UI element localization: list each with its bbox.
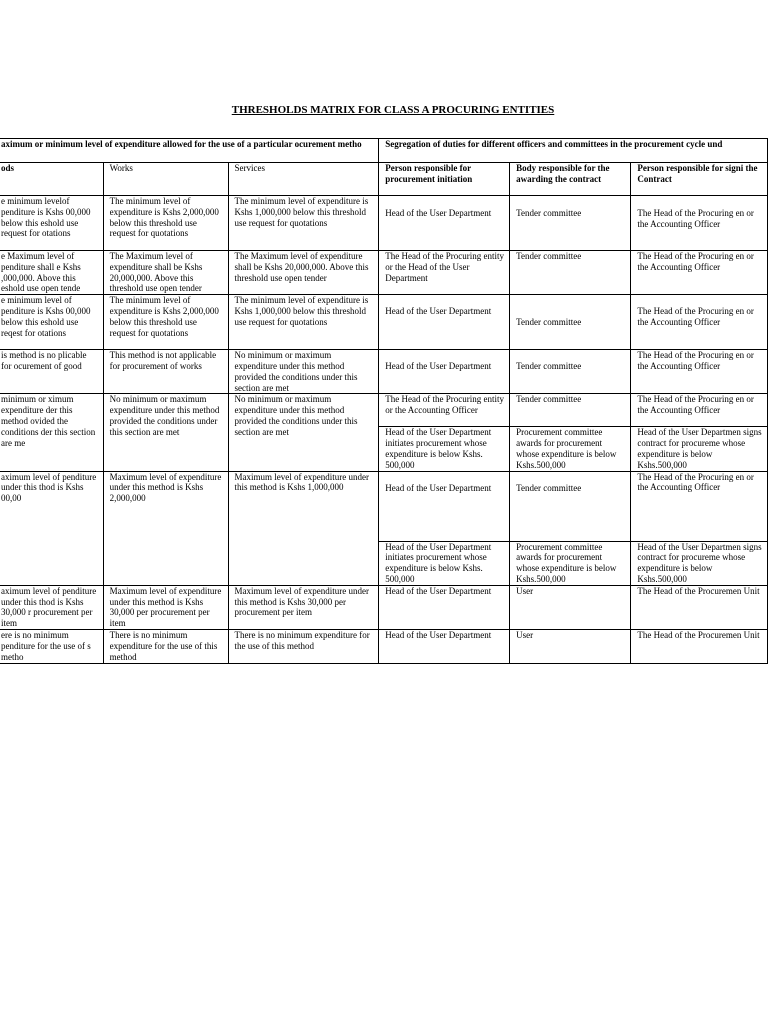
- sign-cell: The Head of the Procuring en or the Accounting Officer: [631, 350, 768, 394]
- initiation-cell: Head of the User Department: [379, 350, 510, 394]
- initiation-cell: The Head of the Procuring entity or the Head of the User Department: [379, 251, 510, 295]
- initiation-cell: Head of the User Department: [379, 295, 510, 350]
- initiation-cell: The Head of the Procuring entity or the Accounting Officer: [379, 394, 510, 427]
- services-cell: Maximum level of expenditure under this method is Kshs 30,000 per procurement per item: [228, 585, 379, 629]
- goods-cell: ere is no minimum penditure for the use of s metho: [0, 629, 103, 663]
- table-row: [0, 471, 768, 541]
- award-cell: User: [510, 585, 631, 629]
- services-cell: The minimum level of expenditure is Kshs 1,000,000 below this threshold use request for quotations: [228, 196, 379, 251]
- column-header-row: [0, 163, 768, 196]
- table-row: [0, 541, 768, 585]
- services-cell: No minimum or maximum expenditure under this method provided the conditions under this section are met: [228, 350, 379, 394]
- table-row: [0, 394, 768, 427]
- table-row: [0, 629, 768, 663]
- initiation-cell: Head of the User Department: [379, 585, 510, 629]
- award-cell: Procurement committee awards for procurement whose expenditure is below Kshs.500,000: [510, 427, 631, 471]
- goods-cell: is method is no plicable for ocurement of good: [0, 350, 103, 394]
- initiation-cell: Head of the User Department initiates procurement whose expenditure is below Kshs. 500,000: [379, 427, 510, 471]
- award-cell: Tender committee: [510, 196, 631, 251]
- works-cell: The minimum level of expenditure is Kshs 2,000,000 below this threshold use request for quotations: [103, 295, 228, 350]
- col-header-initiation: Person responsible for procurement initiation: [379, 163, 510, 196]
- goods-cell: aximum level of penditure under this thod is Kshs 30,000 r procurement per item: [0, 585, 103, 629]
- goods-cell: [0, 541, 103, 585]
- sign-cell: The Head of the Procuring en or the Accounting Officer: [631, 251, 768, 295]
- services-cell: The minimum level of expenditure is Kshs 1,000,000 below this threshold use request for quotations: [228, 295, 379, 350]
- col-header-services: Services: [228, 163, 379, 196]
- expenditure-group-header: aximum or minimum level of expenditure allowed for the use of a particular ocurement metho: [0, 139, 379, 163]
- sign-cell: The Head of the Procuring en or the Accounting Officer: [631, 471, 768, 541]
- services-cell: There is no minimum expenditure for the use of this method: [228, 629, 379, 663]
- col-header-sign: Person responsible for signi the Contract: [631, 163, 768, 196]
- services-cell: Maximum level of expenditure under this method is Kshs 1,000,000: [228, 471, 379, 541]
- initiation-cell: Head of the User Department: [379, 196, 510, 251]
- works-cell: This method is not applicable for procurement of works: [103, 350, 228, 394]
- sign-cell: The Head of the Procuring en or the Accounting Officer: [631, 196, 768, 251]
- works-cell: The Maximum level of expenditure shall be Kshs 20,000,000. Above this threshold use open tender: [103, 251, 228, 295]
- works-cell: There is no minimum expenditure for the use of this method: [103, 629, 228, 663]
- goods-cell: minimum or ximum expenditure der this method ovided the conditions der this section are me: [0, 394, 103, 471]
- initiation-cell: Head of the User Department: [379, 629, 510, 663]
- sign-cell: The Head of the Procuring en or the Accounting Officer: [631, 394, 768, 427]
- table-row: [0, 350, 768, 394]
- sign-cell: Head of the User Departmen signs contract for procureme whose expenditure is below Kshs.500,000: [631, 427, 768, 471]
- sign-cell: The Head of the Procuremen Unit: [631, 585, 768, 629]
- col-header-award: Body responsible for the awarding the contract: [510, 163, 631, 196]
- segregation-group-header: Segregation of duties for different officers and committees in the procurement cycle und: [379, 139, 768, 163]
- award-cell: Tender committee: [510, 251, 631, 295]
- col-header-works: Works: [103, 163, 228, 196]
- initiation-cell: Head of the User Department initiates procurement whose expenditure is below Kshs. 500,000: [379, 541, 510, 585]
- goods-cell: e minimum level of penditure is Kshs 00,000 below this eshold use reqest for otations: [0, 295, 103, 350]
- award-cell: Procurement committee awards for procurement whose expenditure is below Kshs.500,000: [510, 541, 631, 585]
- table-row: [0, 585, 768, 629]
- group-header-row: [0, 139, 768, 163]
- table-row: [0, 251, 768, 295]
- goods-cell: e Maximum level of penditure shall e Kshs ,000,000. Above this eshold use open tende: [0, 251, 103, 295]
- thresholds-table-container: [0, 138, 768, 664]
- services-cell: The Maximum level of expenditure shall be Kshs 20,000,000. Above this threshold use open tender: [228, 251, 379, 295]
- works-cell: Maximum level of expenditure under this method is Kshs 2,000,000: [103, 471, 228, 541]
- goods-cell: e minimum levelof penditure is Kshs 00,000 below this eshold use request for otations: [0, 196, 103, 251]
- services-cell: [228, 541, 379, 585]
- award-cell: User: [510, 629, 631, 663]
- award-cell: Tender committee: [510, 295, 631, 350]
- table-row: [0, 196, 768, 251]
- works-cell: Maximum level of expenditure under this method is Kshs 30,000 per procurement per item: [103, 585, 228, 629]
- goods-cell: aximum level of penditure under this thod is Kshs 00,00: [0, 471, 103, 541]
- works-cell: No minimum or maximum expenditure under this method provided the conditions under this section are met: [103, 394, 228, 471]
- sign-cell: Head of the User Departmen signs contract for procureme whose expenditure is below Kshs.500,000: [631, 541, 768, 585]
- services-cell: No minimum or maximum expenditure under this method provided the conditions under this section are met: [228, 394, 379, 471]
- col-header-goods: ods: [0, 163, 103, 196]
- thresholds-matrix-table: [0, 138, 768, 664]
- works-cell: [103, 541, 228, 585]
- award-cell: Tender committee: [510, 471, 631, 541]
- initiation-cell: Head of the User Department: [379, 471, 510, 541]
- award-cell: Tender committee: [510, 350, 631, 394]
- table-row: [0, 295, 768, 350]
- works-cell: The minimum level of expenditure is Kshs 2,000,000 below this threshold use request for quotations: [103, 196, 228, 251]
- award-cell: Tender committee: [510, 394, 631, 427]
- sign-cell: The Head of the Procuring en or the Accounting Officer: [631, 295, 768, 350]
- document-title: THRESHOLDS MATRIX FOR CLASS A PROCURING ENTITIES: [231, 104, 555, 116]
- sign-cell: The Head of the Procuremen Unit: [631, 629, 768, 663]
